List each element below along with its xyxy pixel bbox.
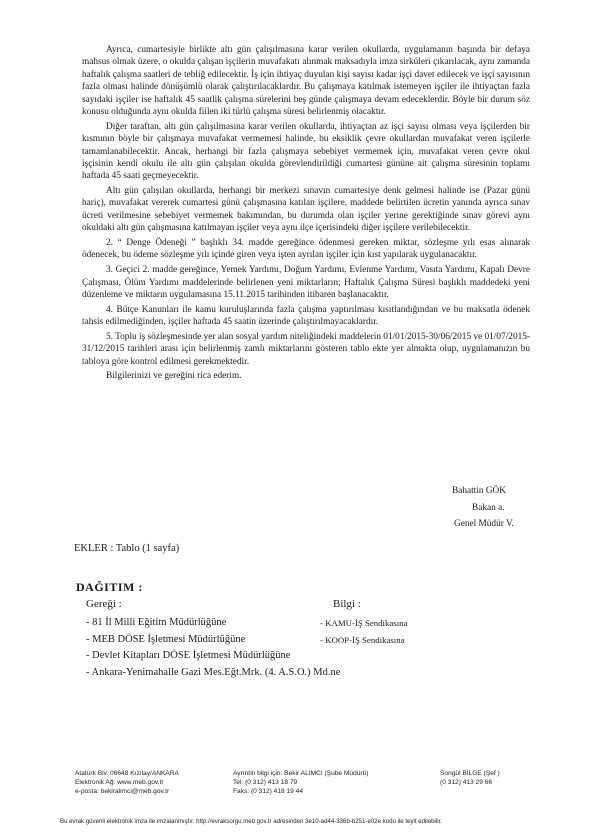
signer-title: Bakan a.	[472, 502, 505, 513]
footer-website: Elektronik Ağ: www.meb.gov.tr	[75, 779, 164, 786]
body-paragraph: 3. Geçici 2. madde gereğince, Yemek Yardımı, Doğum Yardımı, Evlenme Yardımı, Vasıta Yardımı, Kapalı Devre Çalışması, Ölüm Yardımı maddelerinde belirlenen yeni miktarların; Haftalık Çalışma Süresi başlıklı maddedeki yeni düzenleme ve miktarın uygulamasına 15.11.2015 tarihinden itibaren başlanacaktır.	[82, 265, 530, 300]
footer-secondary-contact	[440, 769, 500, 787]
letter-body	[82, 44, 530, 385]
info-recipients-heading: Bilgi :	[333, 598, 361, 610]
body-paragraph: Ayrıca, cumartesiyle birlikte altı gün çalışılmasına karar verilen okullarda, uygulamanın başında bir defaya mahsus olmak üzere, o okulda çalışan işçilerin muvafakatı alınmak maksadıyla imza sirküleri çıkarılacak, aynı zamanda haftalık çalışma saatleri de tebliğ edilecektir. İş için ihtiyaç duyulan kişi sayısı kadar işçi davet edilecek ve işçi sayısının fazla olması halinde dönüşümlü olarak çalıştırılacaklardır. Bu çalışmaya katılmak istemeyen işçiler ile ihtiyaçtan fazla sayıdaki işçiler ise haftalık 45 saatlik çalışma sürelerini beş günde çalışmaya devam edeceklerdir. Böyle bir durum söz konusu olduğunda aynı okulda fiilen iki türlü çalışma süresi belirlenmiş olacaktır.	[82, 45, 530, 118]
signer-department: Genel Müdür V.	[454, 519, 514, 529]
signature-block	[452, 483, 562, 533]
list-item: - Ankara-Yenimahalle Gazi Mes.Eğt.Mrk. (4. A.S.O.) Md.ne	[86, 666, 341, 678]
closing-line: Bilgilerinizi ve gereğini rica ederim.	[106, 371, 242, 382]
list-item: - KAMU-İŞ Sendikasına	[320, 618, 408, 628]
action-recipients-list	[86, 615, 340, 681]
body-paragraph: Diğer taraftan, altı gün çalışılmasına karar verilen okullarda, ihtiyaçtan az işçi sayısı olması veya işçilerden bir kısmının böyle bir çalışmaya muvafakat vermemesi halinde, bu eksiklik çevre okullardan muvafakat veren işçilerle tamamlanabilecektir. Ancak, herhangi bir fazla çalışmaya sebebiyet vermemek için, muvafakat veren çevre okul işçisinin kendi okulu ile altı gün çalışılan okulda görevlendirildiği cumartesi gününe ait çalışma süresinin toplamı haftada 45 saati geçmeyecektir.	[82, 121, 530, 182]
footer-fax: Faks: (0 312) 418 19 44	[233, 788, 304, 795]
list-item: - KOOP-İŞ Sendikasına	[320, 634, 405, 645]
footer-contact-block	[233, 769, 368, 796]
list-item: - 81 İl Milli Eğitim Müdürlüğüne	[86, 617, 227, 628]
footer-contact: Ayrıntılı bilgi için: Bekir ALIMCI (Şube Müdürü)	[233, 770, 369, 777]
footer-tel: Tel: (0 312) 413 18 79	[233, 779, 298, 786]
attachments-line: EKLER : Tablo (1 sayfa)	[74, 543, 180, 554]
footer-secondary-name: Songül BİLGE (Şef )	[440, 770, 500, 777]
distribution-title: DAĞITIM :	[76, 580, 143, 594]
footer-secondary-tel: (0 312) 413 29 66	[440, 779, 493, 786]
body-paragraph: 2. “ Denge Ödeneği ” başlıklı 34. madde gereğince ödenmesi gereken miktar, sözleşme yılı esas alınarak ödenecek, bu ödeme sözleşme yılı içinde giren veya işten ayrılan işçiler için kıst yapılarak uygulanacaktır.	[82, 237, 530, 261]
list-item: - MEB DÖSE İşletmesi Müdürlüğüne	[86, 633, 246, 645]
signer-name: Bahattin GÖK	[452, 486, 506, 496]
footer-address: Atatürk Blv. 06648 Kızılay/ANKARA	[75, 770, 179, 777]
body-paragraph: 4. Bütçe Kanunları ile kamu kuruluşlarında fazla çalışma yaptırılması kısıtlandığından ve bu maksatla ödenek tahsis edilmediğinden, işçiler haftada 45 saatin üzerinde çalıştırılmayacaklardır.	[82, 304, 530, 328]
body-paragraph: 5. Toplu iş sözleşmesinde yer alan sosyal yardım niteliğindeki maddelerin 01/01/2015-30/06/2015 ve 01/07/2015-31/12/2015 tarihleri arası için belirlenmiş zamlı miktarlarını gösteren tablo ekte yer almakta olup, uygulamanızın bu tabloya göre kontrol edilmesi gerekmektedir.	[82, 331, 530, 367]
info-recipients-list	[320, 615, 407, 648]
e-signature-notice: Bu evrak güvenli elektronik imza ile imzalanmıştır. http://evraksorgu.meb.gov.tr adresinden 3e10-ad44-336b-b251-e02e kodu ile teyit edilebilir.	[60, 818, 442, 825]
footer-address-block	[75, 769, 179, 796]
body-paragraph: Altı gün çalışılan okullarda, herhangi bir merkezi sınavın cumartesiye denk gelmesi halinde ise (Pazar günü hariç), muvafakat vererek cumartesi günü çalışmasına katılan işçilere, maddede belirtilen ücretin yanında ayrıca sınav ücreti verilmesine sebebiyet vermemek bakımından, bu durumda olan işçiler yerine gerektiğinde sınav görevi aynı okuldaki altı gün çalışmasına katılmayan işçiler veya aynı ilçe içerisindeki diğer işçilere verilebilecektir.	[82, 186, 530, 234]
list-item: - Devlet Kitapları DÖSE İşletmesi Müdürlüğüne	[86, 650, 291, 661]
footer-email: e-posta: bekiralimci@meb.gov.tr	[75, 788, 170, 795]
action-recipients-heading: Gereği :	[86, 598, 122, 610]
